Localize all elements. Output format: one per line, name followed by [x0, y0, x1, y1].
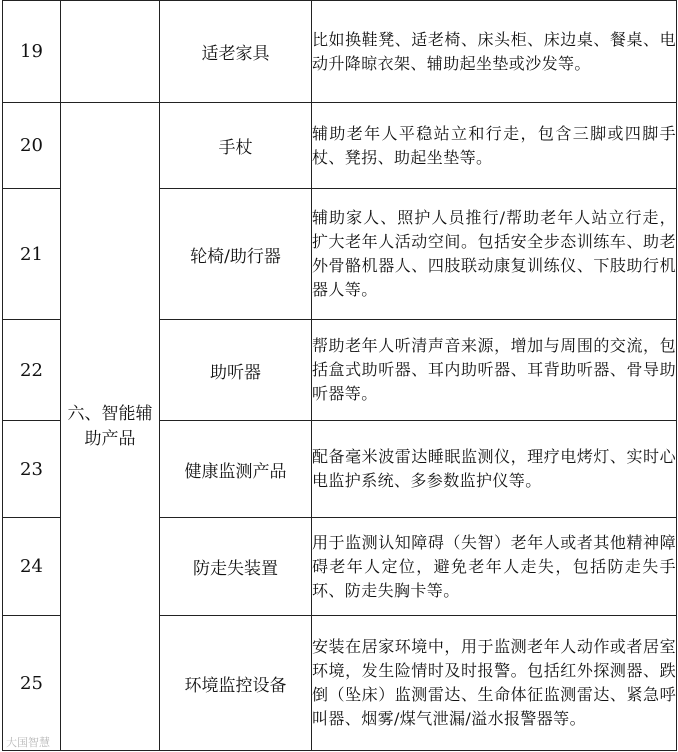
product-description: 帮助老年人听清声音来源，增加与周围的交流，包括盒式助听器、耳内助听器、耳背助听器、骨导助听器等。 [312, 320, 677, 421]
product-description: 用于监测认知障碍（失智）老年人或者其他精神障碍老年人定位，避免老年人走失，包括防走失手环、防走失胸卡等。 [312, 518, 677, 616]
product-table [2, 0, 677, 751]
row-number: 20 [3, 103, 61, 189]
row-number: 19 [3, 1, 61, 103]
product-name: 适老家具 [160, 1, 312, 103]
product-name: 手杖 [160, 103, 312, 189]
row-number: 21 [3, 189, 61, 320]
row-number: 22 [3, 320, 61, 421]
row-number: 23 [3, 421, 61, 518]
product-name: 轮椅/助行器 [160, 189, 312, 320]
product-name: 环境监控设备 [160, 616, 312, 751]
row-number: 25 [3, 616, 61, 751]
product-description: 比如换鞋凳、适老椅、床头柜、床边桌、餐桌、电动升降晾衣架、辅助起坐垫或沙发等。 [312, 1, 677, 103]
product-name: 健康监测产品 [160, 421, 312, 518]
product-name: 助听器 [160, 320, 312, 421]
product-description: 辅助老年人平稳站立和行走，包含三脚或四脚手杖、凳拐、助起坐垫等。 [312, 103, 677, 189]
product-description: 安装在居家环境中，用于监测老年人动作或者居室环境，发生险情时及时报警。包括红外探测器、跌倒（坠床）监测雷达、生命体征监测雷达、紧急呼叫器、烟雾/煤气泄漏/溢水报警器等。 [312, 616, 677, 751]
table-row [3, 1, 677, 103]
table-row [3, 103, 677, 189]
product-name: 防走失装置 [160, 518, 312, 616]
row-number: 24 [3, 518, 61, 616]
category-cell-empty [61, 1, 160, 103]
watermark: 大国智慧 [6, 736, 50, 749]
product-description: 辅助家人、照护人员推行/帮助老年人站立行走，扩大老年人活动空间。包括安全步态训练车、助老外骨骼机器人、四肢联动康复训练仪、下肢助行机器人等。 [312, 189, 677, 320]
product-description: 配备毫米波雷达睡眠监测仪，理疗电烤灯、实时心电监护系统、多参数监护仪等。 [312, 421, 677, 518]
category-cell: 六、智能辅助产品 [61, 103, 160, 751]
